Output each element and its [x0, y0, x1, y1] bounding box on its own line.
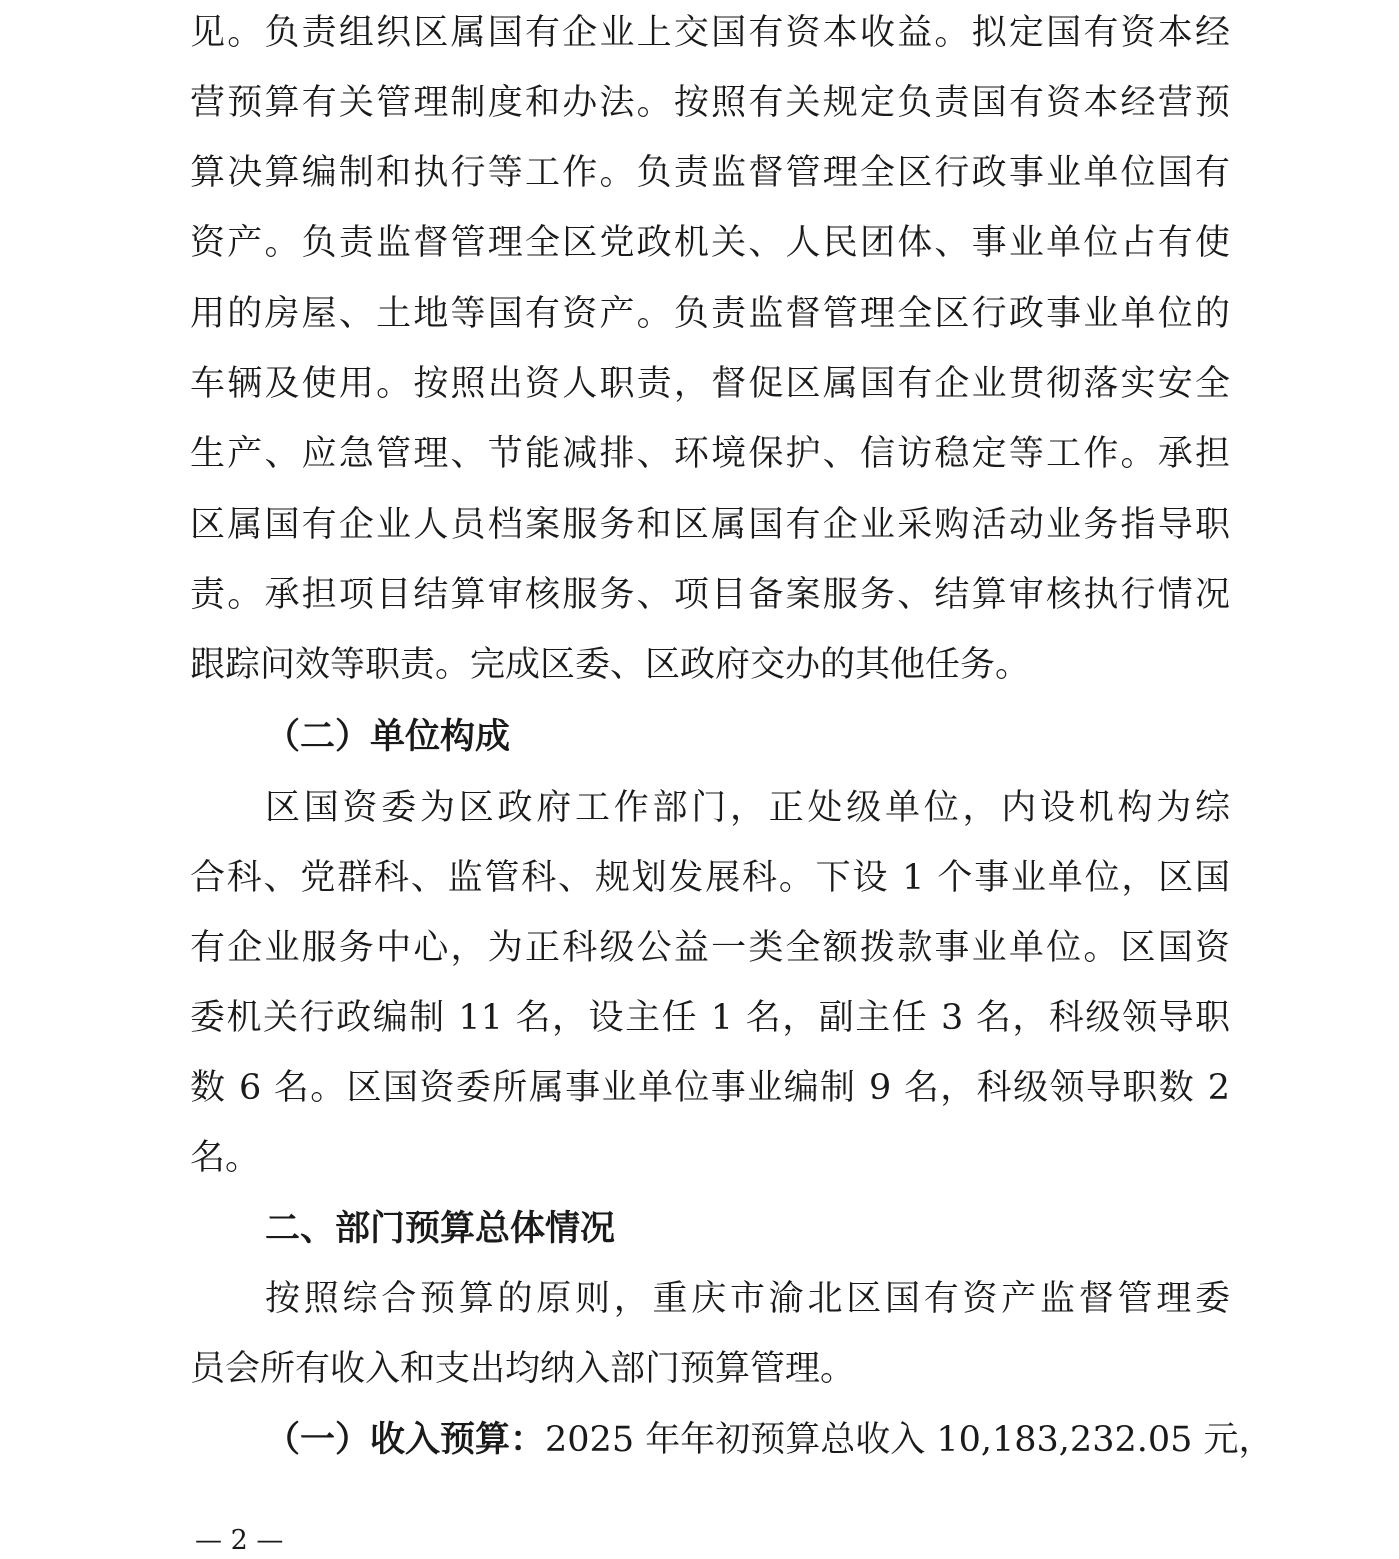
page-number: — 2 —	[195, 1525, 284, 1556]
body-text-line: 员会所有收入和支出均纳入部门预算管理。	[190, 1349, 856, 1389]
body-text-line: 车辆及使用。按照出资人职责，督促区属国有企业贯彻落实安全	[190, 364, 1230, 404]
body-text-line: 跟踪问效等职责。完成区委、区政府交办的其他任务。	[190, 645, 1031, 685]
body-text-line: 生产、应急管理、节能减排、环境保护、信访稳定等工作。承担	[190, 434, 1230, 474]
body-text-line: 营预算有关管理制度和办法。按照有关规定负责国有资本经营预	[190, 83, 1230, 123]
body-text-line: 区属国有企业人员档案服务和区属国有企业采购活动业务指导职	[190, 505, 1230, 545]
income-budget-line	[265, 1415, 1274, 1465]
body-text-line: 区国资委为区政府工作部门，正处级单位，内设机构为综	[265, 788, 1230, 828]
body-text-line: 算决算编制和执行等工作。负责监督管理全区行政事业单位国有	[190, 153, 1230, 193]
body-text-line: 数 6 名。区国资委所属事业单位事业编制 9 名，科级领导职数 2	[190, 1068, 1230, 1108]
body-text-line: 见。负责组织区属国有企业上交国有资本收益。拟定国有资本经	[190, 13, 1230, 53]
subheading-income-budget: （一）收入预算：	[265, 1420, 546, 1460]
body-text-line: 责。承担项目结算审核服务、项目备案服务、结算审核执行情况	[190, 575, 1230, 615]
income-budget-text: 2025 年年初预算总收入 10,183,232.05 元，	[545, 1420, 1274, 1460]
body-text-line: 有企业服务中心，为正科级公益一类全额拨款事业单位。区国资	[190, 928, 1230, 968]
section-heading-budget-overview: 二、部门预算总体情况	[265, 1209, 616, 1249]
body-text-line: 用的房屋、土地等国有资产。负责监督管理全区行政事业单位的	[190, 294, 1230, 334]
body-text-line: 委机关行政编制 11 名，设主任 1 名，副主任 3 名，科级领导职	[190, 998, 1230, 1038]
body-text-line: 合科、党群科、监管科、规划发展科。下设 1 个事业单位，区国	[190, 858, 1230, 898]
body-text-line: 资产。负责监督管理全区党政机关、人民团体、事业单位占有使	[190, 223, 1230, 263]
subheading-unit-composition: （二）单位构成	[265, 717, 511, 757]
body-text-line: 名。	[190, 1138, 261, 1178]
body-text-line: 按照综合预算的原则，重庆市渝北区国有资产监督管理委	[265, 1279, 1230, 1319]
